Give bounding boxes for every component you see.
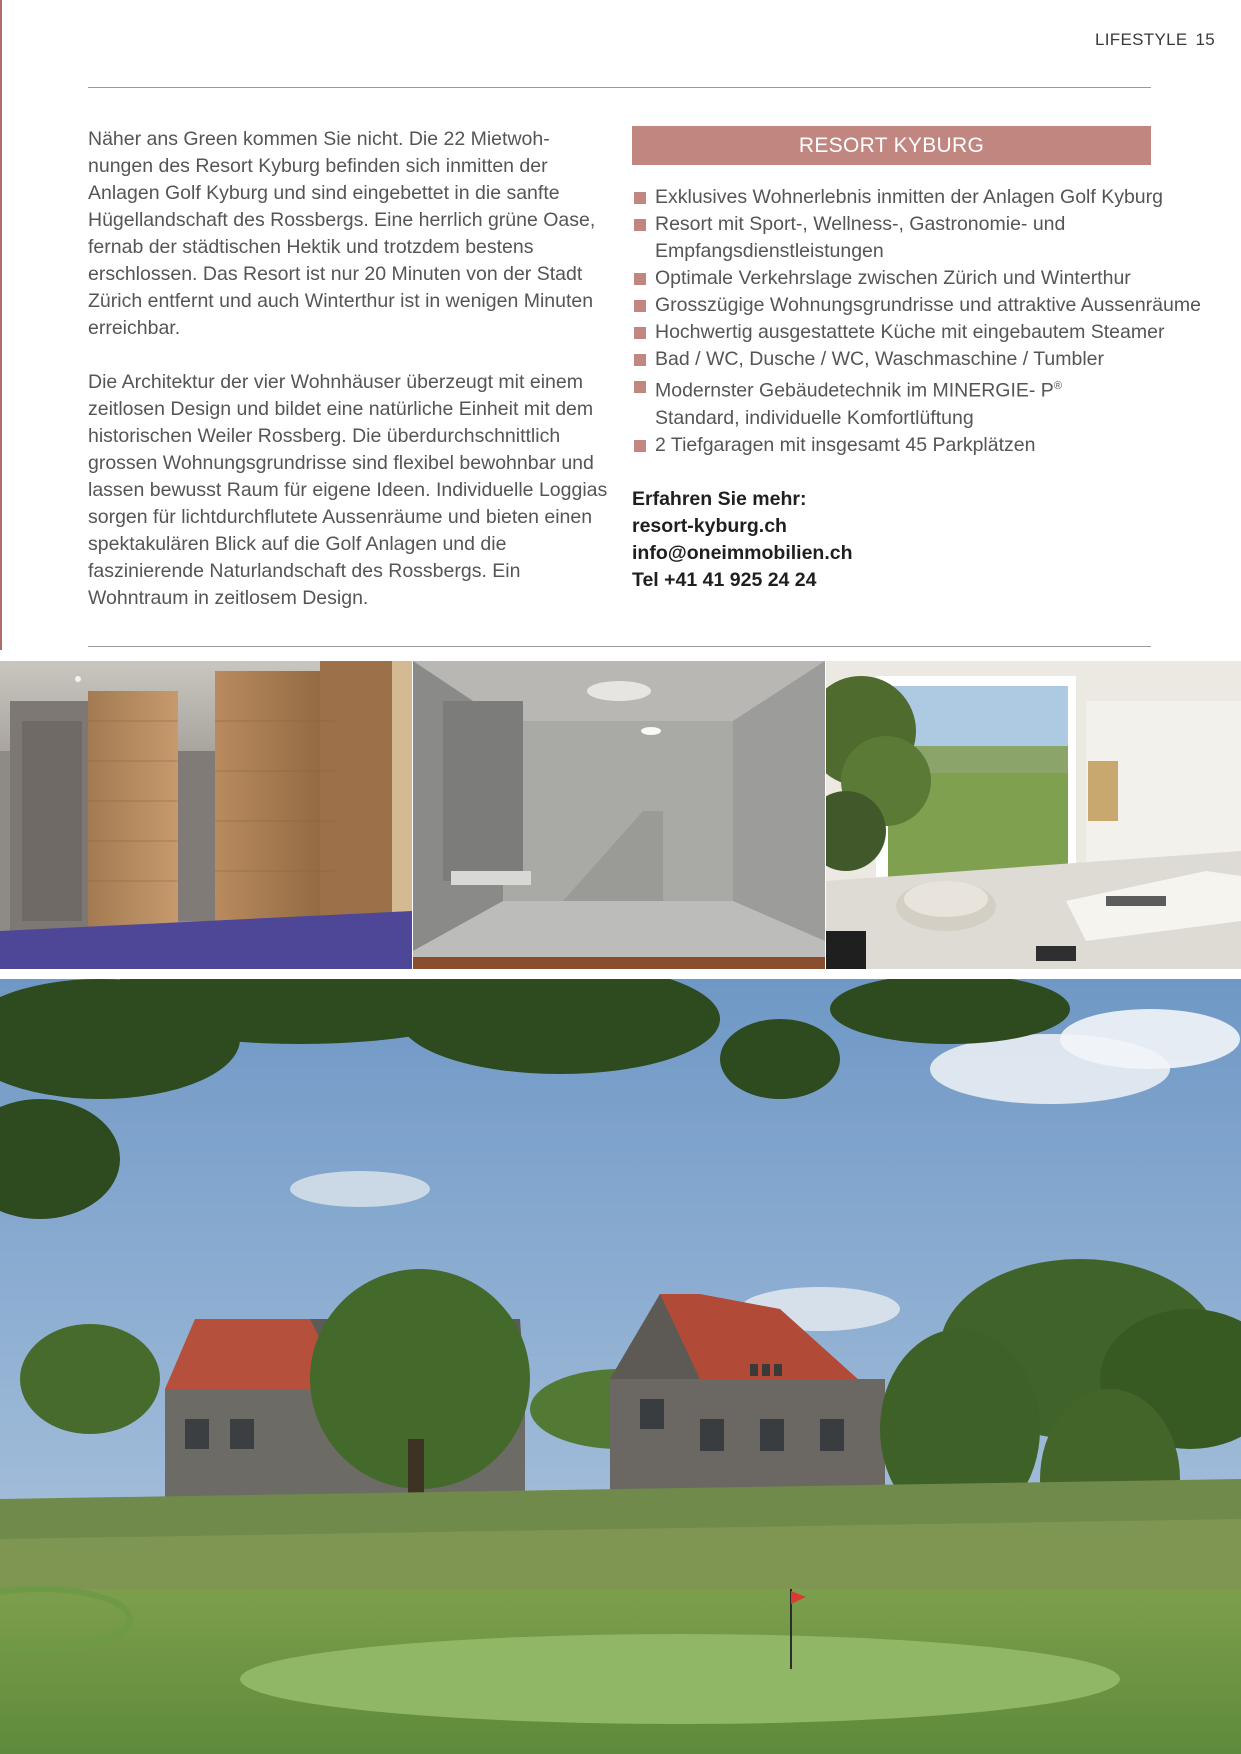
feature-item [632, 319, 1232, 346]
wood-interior-image [0, 661, 412, 969]
feature-item [632, 265, 1232, 292]
top-divider [88, 87, 1151, 88]
contact-block [632, 486, 1232, 594]
feature-item [632, 432, 1232, 459]
bullet-square-icon [634, 273, 646, 285]
page-edge-strip [0, 0, 2, 650]
page-header [1095, 30, 1215, 50]
interior-photo-concrete [413, 661, 825, 969]
feature-text: Optimale Verkehrslage zwischen Zürich und Winterthur [655, 267, 1131, 289]
feature-text: Grosszügige Wohnungsgrundrisse und attraktive Aussenräume [655, 294, 1201, 316]
banner-title: RESORT KYBURG [798, 133, 985, 157]
golf-course-landscape-photo [0, 979, 1241, 1754]
feature-text: Exklusives Wohnerlebnis inmitten der Anlagen Golf Kyburg [655, 186, 1163, 208]
bullet-square-icon [634, 381, 646, 393]
bullet-square-icon [634, 192, 646, 204]
feature-item [632, 292, 1232, 319]
concrete-interior-image [413, 661, 825, 969]
feature-text: Bad / WC, Dusche / WC, Waschmaschine / Tumbler [655, 348, 1104, 370]
bullet-square-icon [634, 354, 646, 366]
website-link[interactable]: resort-kyburg.ch [632, 514, 787, 537]
resort-banner [632, 126, 1151, 165]
page-number: 15 [1195, 30, 1215, 49]
feature-text-continued: Standard, individuelle Komfortlüftung [655, 406, 974, 429]
intro-paragraph-2: Die Architektur der vier Wohnhäuser überzeugt mit einem zeitlosen Design und bildet eine natürliche Einheit mit dem historischen Weiler Rossberg. Die überdurchschnittlich grossen Wohnungsgrundrisse sind flexibel bewohnbar und lassen bewusst Raum für eigene Ideen. Individuelle Loggias sorgen für lichtdurchflutete Aussenräume und bieten einen spektakulären Blick auf die Golf Anlagen und die faszinierende Naturlandschaft des Rossbergs. Ein Wohntraum in zeitlosem Design. [88, 371, 608, 609]
resort-sidebar [632, 126, 1232, 594]
feature-item [632, 373, 1232, 432]
living-room-image [826, 661, 1241, 969]
interior-photo-wood [0, 661, 412, 969]
feature-list [632, 184, 1232, 459]
feature-text: 2 Tiefgaragen mit insgesamt 45 Parkplätzen [655, 433, 1036, 456]
bullet-square-icon [634, 219, 646, 231]
feature-text: Modernster Gebäudetechnik im MINERGIE- P [655, 379, 1054, 402]
section-label: LIFESTYLE [1095, 30, 1188, 49]
feature-text: Resort mit Sport-, Wellness-, Gastronomie- und Empfangsdienstleistungen [655, 213, 1066, 262]
contact-heading: Erfahren Sie mehr: [632, 487, 807, 510]
feature-item [632, 184, 1232, 211]
feature-item [632, 211, 1232, 265]
feature-text: Hochwertig ausgestattete Küche mit eingebautem Steamer [655, 321, 1165, 343]
feature-item [632, 346, 1232, 373]
golf-landscape-image [0, 979, 1241, 1754]
phone-number: Tel +41 41 925 24 24 [632, 568, 817, 591]
photo-strip [0, 661, 1241, 969]
intro-column [88, 126, 608, 639]
email-link[interactable]: info@oneimmobilien.ch [632, 541, 853, 564]
interior-photo-living-room [826, 661, 1241, 969]
bullet-square-icon [634, 440, 646, 452]
intro-paragraph-1: Näher ans Green kommen Sie nicht. Die 22 Mietwoh-nungen des Resort Kyburg befinden sich inmitten der Anlagen Golf Kyburg und sind eingebettet in die sanfte Hügellandschaft des Rossbergs. Eine herrlich grüne Oase, fernab der städtischen Hektik und trotzdem bestens erschlossen. Das Resort ist nur 20 Minuten von der Stadt Zürich entfernt und auch Winterthur ist in wenigen Minuten erreichbar. [88, 128, 596, 339]
registered-mark: ® [1053, 380, 1062, 392]
bullet-square-icon [634, 300, 646, 312]
bottom-divider [88, 646, 1151, 647]
bullet-square-icon [634, 327, 646, 339]
